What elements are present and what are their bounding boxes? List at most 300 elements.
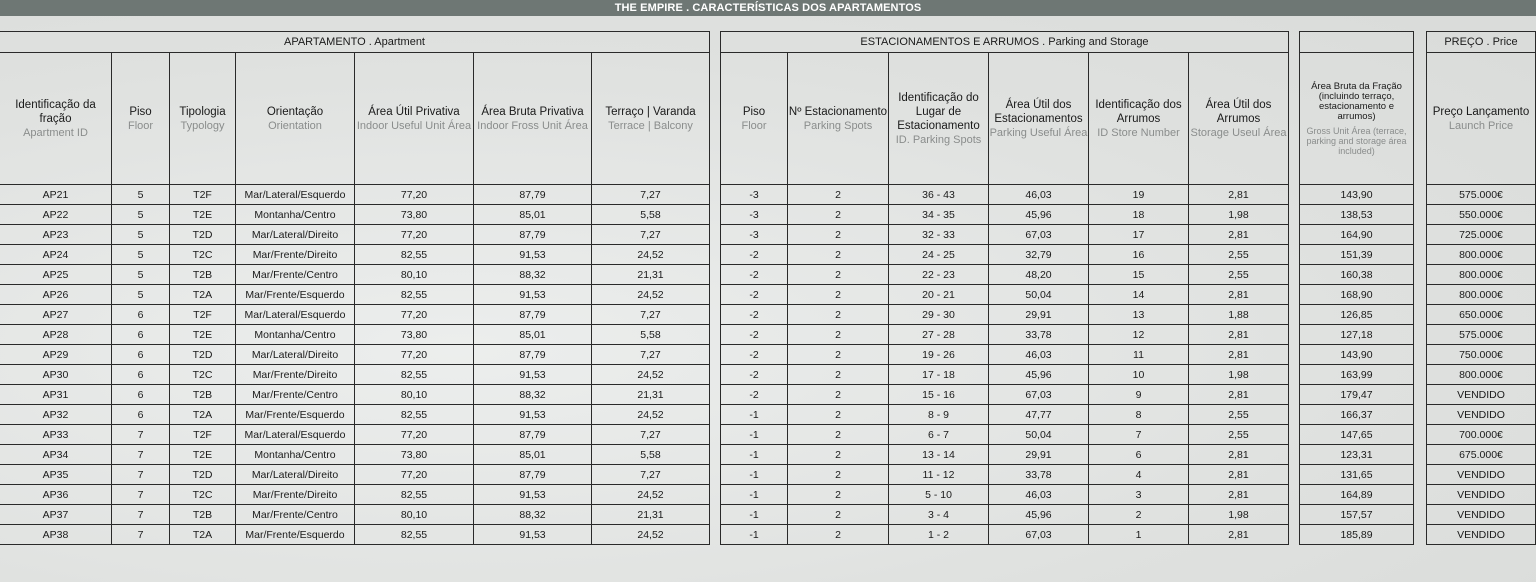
cell-s-area: 2,81 [1189, 185, 1289, 205]
cell-terrace: 5,58 [592, 205, 710, 225]
cell-useful: 77,20 [355, 225, 474, 245]
cell-p-id: 8 - 9 [889, 405, 989, 425]
table-row [721, 245, 1289, 265]
cell-useful: 82,55 [355, 485, 474, 505]
table-row [0, 185, 710, 205]
cell-s-area: 2,81 [1189, 325, 1289, 345]
cell-s-area: 2,55 [1189, 405, 1289, 425]
cell-orientation: Mar/Lateral/Direito [236, 465, 355, 485]
table-row [1300, 305, 1414, 325]
cell-p-spots: 2 [788, 285, 889, 305]
cell-p-id: 29 - 30 [889, 305, 989, 325]
table-row [0, 345, 710, 365]
cell-floor: 7 [112, 525, 170, 545]
table-row [721, 425, 1289, 445]
table-row [0, 365, 710, 385]
table-row [1300, 245, 1414, 265]
cell-orientation: Mar/Lateral/Esquerdo [236, 305, 355, 325]
cell-typology: T2A [170, 525, 236, 545]
table-row [0, 505, 710, 525]
table-row [721, 385, 1289, 405]
cell-floor: 6 [112, 385, 170, 405]
cell-p-spots: 2 [788, 265, 889, 285]
cell-p-floor: -2 [721, 245, 788, 265]
cell-terrace: 21,31 [592, 505, 710, 525]
group-header-parking: ESTACIONAMENTOS E ARRUMOS . Parking and Storage [721, 32, 1289, 53]
cell-total: 160,38 [1300, 265, 1414, 285]
table-row [1427, 205, 1536, 225]
header-useful-area: Área Útil Privativa Indoor Useful Unit Área [355, 53, 474, 185]
cell-total: 166,37 [1300, 405, 1414, 425]
cell-orientation: Mar/Frente/Direito [236, 485, 355, 505]
cell-gross: 91,53 [474, 485, 592, 505]
header-total-area: Área Bruta da Fração (incluindo terraço, estacionamento e arrumos) Gross Unit Área (terrace, parking and storage área included) [1300, 53, 1414, 185]
cell-terrace: 7,27 [592, 185, 710, 205]
cell-price: VENDIDO [1427, 485, 1536, 505]
total-area-table [1299, 31, 1414, 545]
cell-id: AP36 [0, 485, 112, 505]
cell-orientation: Mar/Lateral/Direito [236, 225, 355, 245]
cell-price: 800.000€ [1427, 365, 1536, 385]
cell-p-area: 29,91 [989, 305, 1089, 325]
table-row [1300, 325, 1414, 345]
cell-typology: T2C [170, 485, 236, 505]
cell-id: AP31 [0, 385, 112, 405]
cell-gross: 87,79 [474, 305, 592, 325]
cell-floor: 5 [112, 265, 170, 285]
cell-p-floor: -1 [721, 425, 788, 445]
cell-total: 179,47 [1300, 385, 1414, 405]
cell-s-area: 2,81 [1189, 485, 1289, 505]
cell-useful: 73,80 [355, 325, 474, 345]
cell-p-area: 46,03 [989, 485, 1089, 505]
table-row [721, 465, 1289, 485]
table-row [721, 305, 1289, 325]
table-row [721, 325, 1289, 345]
cell-total: 147,65 [1300, 425, 1414, 445]
cell-price: 800.000€ [1427, 265, 1536, 285]
cell-floor: 7 [112, 485, 170, 505]
cell-total: 185,89 [1300, 525, 1414, 545]
table-row [1300, 405, 1414, 425]
cell-p-area: 46,03 [989, 345, 1089, 365]
table-row [1427, 445, 1536, 465]
cell-total: 126,85 [1300, 305, 1414, 325]
cell-typology: T2B [170, 265, 236, 285]
group-header-price: PREÇO . Price [1427, 32, 1536, 53]
cell-id: AP25 [0, 265, 112, 285]
cell-p-floor: -1 [721, 525, 788, 545]
parking-table [720, 31, 1289, 545]
cell-typology: T2E [170, 325, 236, 345]
table-row [1427, 465, 1536, 485]
cell-typology: T2B [170, 505, 236, 525]
table-row [0, 245, 710, 265]
table-row [721, 365, 1289, 385]
table-row [1427, 485, 1536, 505]
cell-p-floor: -2 [721, 345, 788, 365]
cell-p-floor: -2 [721, 325, 788, 345]
cell-gross: 88,32 [474, 385, 592, 405]
table-row [0, 465, 710, 485]
table-row [721, 225, 1289, 245]
cell-p-spots: 2 [788, 245, 889, 265]
cell-terrace: 24,52 [592, 365, 710, 385]
cell-s-area: 2,81 [1189, 385, 1289, 405]
cell-orientation: Montanha/Centro [236, 205, 355, 225]
cell-price: 575.000€ [1427, 325, 1536, 345]
cell-orientation: Mar/Lateral/Esquerdo [236, 185, 355, 205]
header-floor: Piso Floor [112, 53, 170, 185]
cell-p-spots: 2 [788, 405, 889, 425]
cell-s-id: 19 [1089, 185, 1189, 205]
table-row [0, 485, 710, 505]
cell-total: 138,53 [1300, 205, 1414, 225]
cell-floor: 7 [112, 465, 170, 485]
cell-s-area: 2,81 [1189, 525, 1289, 545]
cell-p-floor: -1 [721, 485, 788, 505]
cell-price: VENDIDO [1427, 505, 1536, 525]
cell-terrace: 5,58 [592, 445, 710, 465]
table-row [0, 425, 710, 445]
cell-price: 800.000€ [1427, 285, 1536, 305]
cell-price: 725.000€ [1427, 225, 1536, 245]
table-row [1300, 485, 1414, 505]
cell-p-spots: 2 [788, 485, 889, 505]
table-row [1427, 525, 1536, 545]
cell-total: 157,57 [1300, 505, 1414, 525]
table-row [0, 325, 710, 345]
table-row [0, 225, 710, 245]
header-parking-id: Identificação do Lugar de Estacionamento ID. Parking Spots [889, 53, 989, 185]
cell-gross: 91,53 [474, 285, 592, 305]
table-row [1300, 205, 1414, 225]
apartment-rows [0, 185, 710, 545]
table-row [0, 265, 710, 285]
cell-p-id: 6 - 7 [889, 425, 989, 445]
cell-p-area: 50,04 [989, 425, 1089, 445]
table-row [721, 285, 1289, 305]
table-row [1300, 225, 1414, 245]
cell-gross: 88,32 [474, 505, 592, 525]
cell-p-spots: 2 [788, 465, 889, 485]
cell-typology: T2D [170, 465, 236, 485]
table-row [721, 505, 1289, 525]
cell-p-area: 67,03 [989, 385, 1089, 405]
cell-total: 168,90 [1300, 285, 1414, 305]
cell-s-id: 15 [1089, 265, 1189, 285]
cell-useful: 73,80 [355, 445, 474, 465]
cell-gross: 88,32 [474, 265, 592, 285]
cell-floor: 5 [112, 185, 170, 205]
table-row [721, 345, 1289, 365]
table-row [1300, 465, 1414, 485]
cell-p-floor: -2 [721, 385, 788, 405]
cell-terrace: 21,31 [592, 265, 710, 285]
cell-typology: T2B [170, 385, 236, 405]
table-row [1300, 385, 1414, 405]
cell-p-spots: 2 [788, 185, 889, 205]
cell-p-id: 22 - 23 [889, 265, 989, 285]
cell-p-spots: 2 [788, 525, 889, 545]
cell-id: AP27 [0, 305, 112, 325]
cell-s-area: 1,98 [1189, 205, 1289, 225]
cell-p-floor: -3 [721, 185, 788, 205]
cell-s-id: 3 [1089, 485, 1189, 505]
cell-terrace: 24,52 [592, 285, 710, 305]
cell-p-id: 15 - 16 [889, 385, 989, 405]
group-header-total-empty [1300, 32, 1414, 53]
cell-terrace: 21,31 [592, 385, 710, 405]
cell-total: 123,31 [1300, 445, 1414, 465]
cell-s-id: 2 [1089, 505, 1189, 525]
cell-total: 164,90 [1300, 225, 1414, 245]
table-row [721, 525, 1289, 545]
table-row [1427, 185, 1536, 205]
cell-useful: 77,20 [355, 185, 474, 205]
table-row [1427, 405, 1536, 425]
cell-id: AP37 [0, 505, 112, 525]
cell-orientation: Montanha/Centro [236, 445, 355, 465]
cell-s-id: 8 [1089, 405, 1189, 425]
cell-price: VENDIDO [1427, 385, 1536, 405]
cell-gross: 91,53 [474, 365, 592, 385]
cell-s-area: 2,81 [1189, 345, 1289, 365]
table-row [0, 285, 710, 305]
cell-total: 143,90 [1300, 345, 1414, 365]
cell-useful: 82,55 [355, 525, 474, 545]
cell-typology: T2A [170, 285, 236, 305]
table-row [0, 305, 710, 325]
cell-useful: 82,55 [355, 245, 474, 265]
cell-s-id: 16 [1089, 245, 1189, 265]
header-gross-area: Área Bruta Privativa Indoor Fross Unit Área [474, 53, 592, 185]
cell-s-area: 2,55 [1189, 425, 1289, 445]
cell-p-id: 20 - 21 [889, 285, 989, 305]
cell-useful: 77,20 [355, 465, 474, 485]
cell-useful: 80,10 [355, 385, 474, 405]
page-title: THE EMPIRE . CARACTERÍSTICAS DOS APARTAMENTOS [0, 0, 1536, 16]
cell-terrace: 5,58 [592, 325, 710, 345]
cell-total: 143,90 [1300, 185, 1414, 205]
table-row [721, 405, 1289, 425]
cell-price: 800.000€ [1427, 245, 1536, 265]
cell-gross: 91,53 [474, 245, 592, 265]
cell-p-spots: 2 [788, 205, 889, 225]
cell-useful: 77,20 [355, 345, 474, 365]
cell-id: AP26 [0, 285, 112, 305]
cell-p-floor: -1 [721, 445, 788, 465]
cell-p-floor: -1 [721, 405, 788, 425]
cell-p-id: 11 - 12 [889, 465, 989, 485]
cell-p-floor: -2 [721, 305, 788, 325]
cell-terrace: 7,27 [592, 345, 710, 365]
cell-id: AP32 [0, 405, 112, 425]
cell-p-id: 24 - 25 [889, 245, 989, 265]
cell-gross: 87,79 [474, 425, 592, 445]
header-store-id: Identificação dos Arrumos ID Store Number [1089, 53, 1189, 185]
cell-gross: 85,01 [474, 325, 592, 345]
table-row [1300, 505, 1414, 525]
cell-orientation: Mar/Frente/Esquerdo [236, 285, 355, 305]
cell-s-id: 4 [1089, 465, 1189, 485]
cell-typology: T2E [170, 205, 236, 225]
cell-floor: 6 [112, 365, 170, 385]
cell-floor: 5 [112, 225, 170, 245]
header-orientation: Orientação Orientation [236, 53, 355, 185]
table-row [1427, 425, 1536, 445]
cell-p-area: 47,77 [989, 405, 1089, 425]
table-row [1427, 305, 1536, 325]
cell-s-id: 14 [1089, 285, 1189, 305]
cell-s-area: 2,81 [1189, 225, 1289, 245]
cell-s-id: 7 [1089, 425, 1189, 445]
cell-p-floor: -2 [721, 365, 788, 385]
parking-rows [721, 185, 1289, 545]
cell-p-floor: -3 [721, 205, 788, 225]
cell-useful: 77,20 [355, 305, 474, 325]
table-row [721, 485, 1289, 505]
cell-s-area: 2,81 [1189, 445, 1289, 465]
cell-terrace: 24,52 [592, 405, 710, 425]
cell-gross: 91,53 [474, 405, 592, 425]
cell-id: AP33 [0, 425, 112, 445]
price-rows [1427, 185, 1536, 545]
cell-floor: 5 [112, 285, 170, 305]
table-row [1300, 425, 1414, 445]
price-table [1426, 31, 1536, 545]
cell-p-spots: 2 [788, 225, 889, 245]
table-row [1300, 285, 1414, 305]
cell-s-id: 17 [1089, 225, 1189, 245]
cell-orientation: Mar/Frente/Esquerdo [236, 525, 355, 545]
cell-p-id: 17 - 18 [889, 365, 989, 385]
cell-p-spots: 2 [788, 505, 889, 525]
apartment-table [0, 31, 710, 545]
cell-p-area: 46,03 [989, 185, 1089, 205]
cell-p-id: 1 - 2 [889, 525, 989, 545]
cell-price: 675.000€ [1427, 445, 1536, 465]
cell-floor: 7 [112, 445, 170, 465]
cell-price: 700.000€ [1427, 425, 1536, 445]
cell-typology: T2C [170, 365, 236, 385]
cell-s-id: 1 [1089, 525, 1189, 545]
header-parking-area: Área Útil dos Estacionamentos Parking Useful Área [989, 53, 1089, 185]
cell-terrace: 7,27 [592, 425, 710, 445]
header-terrace: Terraço | Varanda Terrace | Balcony [592, 53, 710, 185]
cell-price: VENDIDO [1427, 465, 1536, 485]
cell-id: AP29 [0, 345, 112, 365]
table-row [721, 445, 1289, 465]
table-row [1427, 265, 1536, 285]
header-storage-area: Área Útil dos Arrumos Storage Useul Área [1189, 53, 1289, 185]
cell-s-id: 11 [1089, 345, 1189, 365]
cell-typology: T2F [170, 185, 236, 205]
cell-id: AP21 [0, 185, 112, 205]
cell-s-area: 1,98 [1189, 505, 1289, 525]
cell-terrace: 24,52 [592, 525, 710, 545]
cell-p-area: 48,20 [989, 265, 1089, 285]
cell-price: 650.000€ [1427, 305, 1536, 325]
cell-terrace: 7,27 [592, 225, 710, 245]
table-row [1300, 525, 1414, 545]
cell-p-spots: 2 [788, 385, 889, 405]
table-row [0, 525, 710, 545]
header-typology: Tipologia Typology [170, 53, 236, 185]
table-row [1427, 385, 1536, 405]
cell-p-area: 45,96 [989, 205, 1089, 225]
cell-s-area: 1,88 [1189, 305, 1289, 325]
cell-p-floor: -1 [721, 505, 788, 525]
cell-floor: 7 [112, 505, 170, 525]
table-row [1427, 505, 1536, 525]
cell-floor: 7 [112, 425, 170, 445]
total-area-rows [1300, 185, 1414, 545]
cell-orientation: Mar/Lateral/Esquerdo [236, 425, 355, 445]
cell-terrace: 7,27 [592, 465, 710, 485]
header-apartment-id: Identificação da fração Apartment ID [0, 53, 112, 185]
cell-orientation: Mar/Frente/Centro [236, 385, 355, 405]
cell-p-floor: -2 [721, 265, 788, 285]
cell-floor: 6 [112, 325, 170, 345]
cell-id: AP35 [0, 465, 112, 485]
table-row [1427, 345, 1536, 365]
header-parking-spots: Nº Estacionamento Parking Spots [788, 53, 889, 185]
table-row [1427, 325, 1536, 345]
table-row [1300, 345, 1414, 365]
group-header-apartment: APARTAMENTO . Apartment [0, 32, 710, 53]
cell-p-id: 13 - 14 [889, 445, 989, 465]
table-row [0, 405, 710, 425]
cell-p-id: 5 - 10 [889, 485, 989, 505]
header-launch-price: Preço Lançamento Launch Price [1427, 53, 1536, 185]
cell-gross: 87,79 [474, 465, 592, 485]
cell-price: VENDIDO [1427, 525, 1536, 545]
cell-s-id: 10 [1089, 365, 1189, 385]
cell-p-area: 32,79 [989, 245, 1089, 265]
cell-p-id: 32 - 33 [889, 225, 989, 245]
cell-total: 131,65 [1300, 465, 1414, 485]
cell-orientation: Mar/Frente/Esquerdo [236, 405, 355, 425]
table-row [1427, 365, 1536, 385]
cell-useful: 82,55 [355, 405, 474, 425]
cell-typology: T2F [170, 425, 236, 445]
cell-p-area: 50,04 [989, 285, 1089, 305]
cell-p-id: 19 - 26 [889, 345, 989, 365]
cell-p-area: 45,96 [989, 505, 1089, 525]
cell-p-area: 67,03 [989, 225, 1089, 245]
table-row [721, 265, 1289, 285]
cell-s-area: 2,55 [1189, 265, 1289, 285]
cell-p-floor: -1 [721, 465, 788, 485]
cell-s-id: 13 [1089, 305, 1189, 325]
cell-typology: T2C [170, 245, 236, 265]
cell-s-id: 9 [1089, 385, 1189, 405]
cell-p-spots: 2 [788, 325, 889, 345]
table-row [1427, 245, 1536, 265]
cell-useful: 80,10 [355, 505, 474, 525]
cell-terrace: 7,27 [592, 305, 710, 325]
cell-s-area: 2,81 [1189, 285, 1289, 305]
cell-floor: 6 [112, 305, 170, 325]
cell-orientation: Mar/Lateral/Direito [236, 345, 355, 365]
cell-gross: 87,79 [474, 185, 592, 205]
cell-typology: T2F [170, 305, 236, 325]
table-row [1427, 225, 1536, 245]
table-row [0, 385, 710, 405]
table-row [0, 445, 710, 465]
cell-p-spots: 2 [788, 425, 889, 445]
